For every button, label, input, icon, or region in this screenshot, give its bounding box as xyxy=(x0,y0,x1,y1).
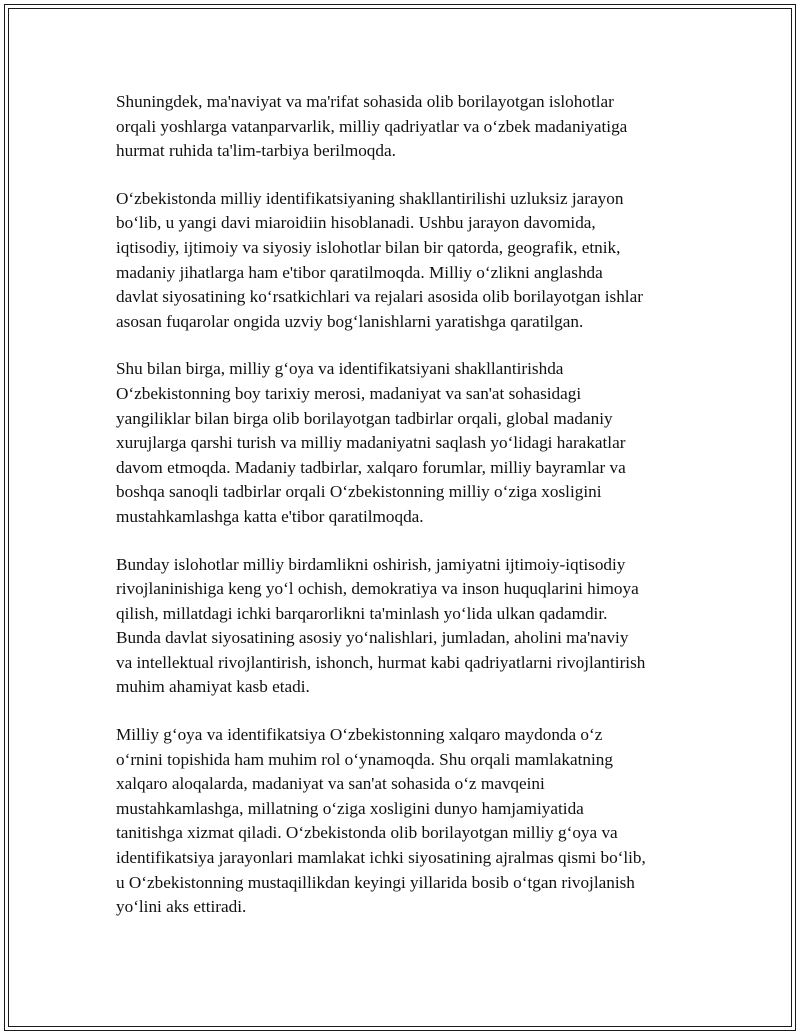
paragraph-4: Bunday islohotlar milliy birdamlikni oshirish, jamiyatni ijtimoiy-iqtisodiy rivojlaninishiga keng yoʻl ochish, demokratiya va inson huquqlarini himoya qilish, millatdagi ichki barqarorlikni ta'minlash yoʻlida ulkan qadamdir. Bunda davlat siyosatining asosiy yoʻnalishlari, jumladan, aholini ma'naviy va intellektual rivojlantirish, ishonch, hurmat kabi qadriyatlarni rivojlantirish muhim ahamiyat kasb etadi. xyxy=(116,554,646,697)
paragraph-1: Shuningdek, ma'naviyat va ma'rifat sohasida olib borilayotgan islohotlar orqali yoshlarga vatanparvarlik, milliy qadriyatlar va oʻzbek madaniyatiga hurmat ruhida ta'lim-tarbiya berilmoqda. xyxy=(116,92,628,161)
paragraph-2: Oʻzbekistonda milliy identifikatsiyaning shakllantirilishi uzluksiz jarayon boʻlib, u yangi davi miaroidiin hisoblanadi. Ushbu jarayon davomida, iqtisodiy, ijtimoiy va siyosiy islohotlar bilan bir qatorda, geografik, etnik, madaniy jihatlarga ham e'tibor qaratilmoqda. Milliy oʻzlikni anglashda davlat siyosatining koʻrsatkichlari va rejalari asosida olib borilayotgan ishlar asosan fuqarolar ongida uzviy bogʻlanishlarni yaratishga qaratilgan. xyxy=(116,188,643,331)
paragraph-3: Shu bilan birga, milliy gʻoya va identifikatsiyani shakllantirishda Oʻzbekistonning boy tarixiy merosi, madaniyat va san'at sohasidagi yangiliklar bilan birga olib borilayotgan tadbirlar orqali, global madaniy xurujlarga qarshi turish va milliy madaniyatni saqlash yoʻlidagi harakatlar davom etmoqda. Madaniy tadbirlar, xalqaro forumlar, milliy bayramlar va boshqa sanoqli tadbirlar orqali Oʻzbekistonning milliy oʻziga xosligini mustahkamlashga katta e'tibor qaratilmoqda. xyxy=(116,359,626,526)
paragraph-5: Milliy gʻoya va identifikatsiya Oʻzbekistonning xalqaro maydonda oʻz oʻrnini topishida ham muhim rol oʻynamoqda. Shu orqali mamlakatning xalqaro aloqalarda, madaniyat va san'at sohasida oʻz mavqeini mustahkamlashga, millatning oʻziga xosligini dunyo hamjamiyatida tanitishga xizmat qiladi. Oʻzbekistonda olib borilayotgan milliy gʻoya va identifikatsiya jarayonlari mamlakat ichki siyosatining ajralmas qismi boʻlib, u Oʻzbekistonning mustaqillikdan keyingi yillarida bosib oʻtgan rivojlanish yoʻlini aks ettiradi. xyxy=(116,725,646,917)
document-body xyxy=(116,90,706,943)
